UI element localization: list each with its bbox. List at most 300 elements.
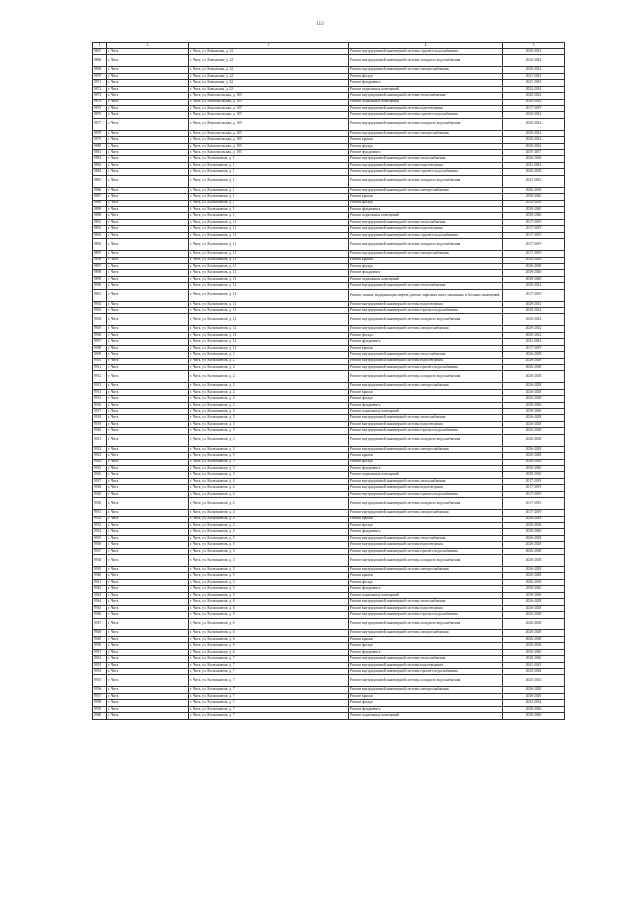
period-cell: 2026-2028	[503, 542, 565, 548]
address-cell: г. Чита, ул. Космонавтов, д. 2	[189, 396, 349, 402]
municipality-cell: г. Чита	[107, 105, 189, 111]
period-cell: 2026-2028	[503, 371, 565, 383]
address-cell: г. Чита, ул. Космонавтов, д. 6	[189, 599, 349, 605]
address-cell: г. Чита, ул. Космонавтов, д. 3	[189, 434, 349, 446]
address-cell: г. Чита, ул. Комсомольская, д. 105	[189, 105, 349, 111]
work-type-cell: Ремонт внутридомовой инженерной системы теплоснабжения	[349, 219, 503, 225]
address-cell: г. Чита, ул. Космонавтов, д. 6	[189, 649, 349, 655]
row-number-cell: 9915	[93, 396, 107, 402]
municipality-cell: г. Чита	[107, 206, 189, 212]
period-cell: 2017-2019	[503, 226, 565, 232]
work-type-cell: Ремонт внутридомовой инженерной системы электроснабжения	[349, 687, 503, 693]
period-cell: 2017-2019	[503, 510, 565, 516]
table-row	[93, 713, 565, 719]
row-number-cell: 9903	[93, 308, 107, 314]
period-cell: 2032-2034	[503, 86, 565, 92]
table-row	[93, 618, 565, 630]
address-cell: г. Чита, ул. Космонавтов, д. 7	[189, 700, 349, 706]
address-cell: г. Чита, ул. Космонавтов, д. 1	[189, 187, 349, 193]
address-cell: г. Чита, ул. Космонавтов, д. 12	[189, 345, 349, 351]
work-type-cell: Ремонт крыши	[349, 573, 503, 579]
municipality-cell: г. Чита	[107, 226, 189, 232]
row-number-cell: 9899	[93, 276, 107, 282]
row-number-cell: 9941	[93, 579, 107, 585]
address-cell: г. Чита, ул. Космонавтов, д. 7	[189, 713, 349, 719]
municipality-cell: г. Чита	[107, 194, 189, 200]
period-cell: 2020-2022	[503, 308, 565, 314]
municipality-cell: г. Чита	[107, 143, 189, 149]
address-cell: г. Чита, ул. Космонавтов, д. 4	[189, 498, 349, 510]
period-cell: 2026-2028	[503, 187, 565, 193]
address-cell: г. Чита, ул. Космонавтов, д. 12	[189, 283, 349, 289]
row-number-cell: 9872	[93, 86, 107, 92]
period-cell: 2041-2043	[503, 339, 565, 345]
municipality-cell: г. Чита	[107, 345, 189, 351]
work-type-cell: Ремонт крыши	[349, 389, 503, 395]
row-number-cell: 9887	[93, 194, 107, 200]
period-cell: 2026-2028	[503, 555, 565, 567]
work-type-cell: Ремонт фасада	[349, 73, 503, 79]
period-cell: 2017-2019	[503, 105, 565, 111]
address-cell: г. Чита, ул. Космонавтов, д. 11	[189, 257, 349, 263]
row-number-cell: 9891	[93, 219, 107, 225]
work-type-cell: Ремонт внутридомовой инженерной системы горячего водоснабжения	[349, 364, 503, 370]
work-type-cell: Ремонт подвальных помещений	[349, 713, 503, 719]
work-type-cell: Ремонт внутридомовой инженерной системы горячего водоснабжения	[349, 491, 503, 497]
period-cell: 2029-2031	[503, 301, 565, 307]
row-number-cell: 9931	[93, 510, 107, 516]
work-type-cell: Ремонт внутридомовой инженерной системы горячего водоснабжения	[349, 308, 503, 314]
work-type-cell: Ремонт внутридомовой инженерной системы теплоснабжения	[349, 535, 503, 541]
row-number-cell: 9894	[93, 239, 107, 251]
row-number-cell: 9952	[93, 656, 107, 662]
period-cell: 2026-2028	[503, 257, 565, 263]
work-type-cell: Ремонт внутридомовой инженерной системы водоотведения	[349, 542, 503, 548]
period-cell: 2026-2028	[503, 522, 565, 528]
column-header: 1	[93, 43, 107, 49]
table-row	[93, 289, 565, 301]
row-number-cell: 9918	[93, 415, 107, 421]
address-cell: г. Чита, ул. Космонавтов, д. 5	[189, 573, 349, 579]
row-number-cell: 9923	[93, 453, 107, 459]
row-number-cell: 9928	[93, 485, 107, 491]
period-cell: 2026-2028	[503, 453, 565, 459]
work-type-cell: Ремонт внутридомовой инженерной системы водоотведения	[349, 358, 503, 364]
municipality-cell: г. Чита	[107, 415, 189, 421]
period-cell: 2020-2022	[503, 49, 565, 55]
row-number-cell: 9914	[93, 389, 107, 395]
municipality-cell: г. Чита	[107, 339, 189, 345]
period-cell: 2026-2028	[503, 352, 565, 358]
address-cell: г. Чита, ул. Космонавтов, д. 3	[189, 428, 349, 434]
row-number-cell: 9885	[93, 175, 107, 187]
period-cell: 2026-2028	[503, 636, 565, 642]
work-type-cell: Ремонт внутридомовой инженерной системы водоотведения	[349, 301, 503, 307]
work-type-cell: Ремонт подвальных помещений	[349, 213, 503, 219]
row-number-cell: 9942	[93, 586, 107, 592]
period-cell: 2020-2022	[503, 314, 565, 326]
municipality-cell: г. Чита	[107, 73, 189, 79]
period-cell: 2026-2028	[503, 630, 565, 636]
municipality-cell: г. Чита	[107, 383, 189, 389]
row-number-cell: 9937	[93, 548, 107, 554]
address-cell: г. Чита, ул. Космонавтов, д. 4	[189, 522, 349, 528]
work-type-cell: Ремонт внутридомовой инженерной системы горячего водоснабжения	[349, 112, 503, 118]
municipality-cell: г. Чита	[107, 162, 189, 168]
row-number-cell: 9951	[93, 649, 107, 655]
period-cell: 2017-2019	[503, 251, 565, 257]
address-cell: г. Чита, ул. Космонавтов, д. 7	[189, 662, 349, 668]
address-cell: г. Чита, ул. Космонавтов, д. 12	[189, 332, 349, 338]
period-cell: 2038-2040	[503, 713, 565, 719]
municipality-cell: г. Чита	[107, 263, 189, 269]
address-cell: г. Чита, ул. Космонавтов, д. 6	[189, 618, 349, 630]
period-cell: 2020-2022	[503, 93, 565, 99]
table-row	[93, 371, 565, 383]
municipality-cell: г. Чита	[107, 618, 189, 630]
municipality-cell: г. Чита	[107, 396, 189, 402]
capital-repair-table	[92, 42, 565, 720]
municipality-cell: г. Чита	[107, 662, 189, 668]
row-number-cell: 9959	[93, 706, 107, 712]
address-cell: г. Чита, ул. Космонавтов, д. 11	[189, 219, 349, 225]
work-type-cell: Ремонт фундамента	[349, 706, 503, 712]
period-cell: 2026-2028	[503, 599, 565, 605]
row-number-cell: 9922	[93, 446, 107, 452]
address-cell: г. Чита, ул. Космонавтов, д. 2	[189, 402, 349, 408]
work-type-cell: Ремонт крыши	[349, 194, 503, 200]
address-cell: г. Чита, ул. Ковыльная, д. 22	[189, 80, 349, 86]
address-cell: г. Чита, ул. Космонавтов, д. 6	[189, 636, 349, 642]
municipality-cell: г. Чита	[107, 150, 189, 156]
address-cell: г. Чита, ул. Космонавтов, д. 3	[189, 415, 349, 421]
period-cell: 2021-2022	[503, 73, 565, 79]
row-number-cell: 9890	[93, 213, 107, 219]
work-type-cell: Ремонт внутридомовой инженерной системы электроснабжения	[349, 630, 503, 636]
period-cell: 2017-2019	[503, 485, 565, 491]
column-header: 4	[349, 43, 503, 49]
address-cell: г. Чита, ул. Ковыльная, д. 22	[189, 73, 349, 79]
municipality-cell: г. Чита	[107, 99, 189, 105]
municipality-cell: г. Чита	[107, 112, 189, 118]
address-cell: г. Чита, ул. Космонавтов, д. 2	[189, 358, 349, 364]
address-cell: г. Чита, ул. Комсомольская, д. 105	[189, 130, 349, 136]
period-cell: 2020-2022	[503, 118, 565, 130]
period-cell: 2026-2028	[503, 573, 565, 579]
work-type-cell: Ремонт внутридомовой инженерной системы электроснабжения	[349, 326, 503, 332]
address-cell: г. Чита, ул. Космонавтов, д. 1	[189, 162, 349, 168]
work-type-cell: Ремонт внутридомовой инженерной системы теплоснабжения	[349, 478, 503, 484]
period-cell: 2038-2040	[503, 706, 565, 712]
municipality-cell: г. Чита	[107, 687, 189, 693]
address-cell: г. Чита, ул. Космонавтов, д. 3	[189, 421, 349, 427]
period-cell: 2038-2040	[503, 276, 565, 282]
period-cell: 2026-2028	[503, 396, 565, 402]
municipality-cell: г. Чита	[107, 67, 189, 73]
municipality-cell: г. Чита	[107, 491, 189, 497]
row-number-cell: 9867	[93, 49, 107, 55]
address-cell: г. Чита, ул. Космонавтов, д. 12	[189, 301, 349, 307]
row-number-cell: 9909	[93, 352, 107, 358]
address-cell: г. Чита, ул. Ковыльная, д. 22	[189, 67, 349, 73]
row-number-cell: 9902	[93, 301, 107, 307]
work-type-cell: Ремонт крыши	[349, 693, 503, 699]
municipality-cell: г. Чита	[107, 409, 189, 415]
period-cell: 2038-2040	[503, 409, 565, 415]
municipality-cell: г. Чита	[107, 358, 189, 364]
period-cell: 2020-2022	[503, 67, 565, 73]
period-cell: 2038-2040	[503, 472, 565, 478]
row-number-cell: 9934	[93, 529, 107, 535]
row-number-cell: 9874	[93, 99, 107, 105]
row-number-cell: 9875	[93, 105, 107, 111]
period-cell: 2041-2043	[503, 662, 565, 668]
work-type-cell: Ремонт внутридомовой инженерной системы теплоснабжения	[349, 156, 503, 162]
address-cell: г. Чита, ул. Космонавтов, д. 7	[189, 693, 349, 699]
municipality-cell: г. Чита	[107, 86, 189, 92]
municipality-cell: г. Чита	[107, 130, 189, 136]
row-number-cell: 9910	[93, 358, 107, 364]
work-type-cell: Ремонт внутридомовой инженерной системы холодного водоснабжения	[349, 434, 503, 446]
address-cell: г. Чита, ул. Космонавтов, д. 2	[189, 364, 349, 370]
municipality-cell: г. Чита	[107, 643, 189, 649]
row-number-cell: 9953	[93, 662, 107, 668]
municipality-cell: г. Чита	[107, 187, 189, 193]
address-cell: г. Чита, ул. Космонавтов, д. 11	[189, 239, 349, 251]
municipality-cell: г. Чита	[107, 522, 189, 528]
row-number-cell: 9871	[93, 80, 107, 86]
municipality-cell: г. Чита	[107, 55, 189, 67]
period-cell: 2017-2019	[503, 491, 565, 497]
address-cell: г. Чита, ул. Космонавтов, д. 4	[189, 485, 349, 491]
row-number-cell: 9956	[93, 687, 107, 693]
address-cell: г. Чита, ул. Космонавтов, д. 5	[189, 586, 349, 592]
work-type-cell: Ремонт фундамента	[349, 206, 503, 212]
period-cell: 2038-2040	[503, 656, 565, 662]
row-number-cell: 9911	[93, 364, 107, 370]
period-cell: 2026-2028	[503, 156, 565, 162]
work-type-cell: Ремонт внутридомовой инженерной системы электроснабжения	[349, 187, 503, 193]
row-number-cell: 9935	[93, 535, 107, 541]
address-cell: г. Чита, ул. Космонавтов, д. 6	[189, 630, 349, 636]
address-cell: г. Чита, ул. Космонавтов, д. 1	[189, 213, 349, 219]
municipality-cell: г. Чита	[107, 573, 189, 579]
municipality-cell: г. Чита	[107, 175, 189, 187]
period-cell: 2026-2028	[503, 459, 565, 465]
period-cell: 2038-2040	[503, 402, 565, 408]
column-header: 2	[107, 43, 189, 49]
address-cell: г. Чита, ул. Космонавтов, д. 12	[189, 326, 349, 332]
municipality-cell: г. Чита	[107, 93, 189, 99]
work-type-cell: Ремонт фундамента	[349, 466, 503, 472]
row-number-cell: 9892	[93, 226, 107, 232]
municipality-cell: г. Чита	[107, 428, 189, 434]
municipality-cell: г. Чита	[107, 548, 189, 554]
address-cell: г. Чита, ул. Комсомольская, д. 105	[189, 112, 349, 118]
municipality-cell: г. Чита	[107, 579, 189, 585]
address-cell: г. Чита, ул. Комсомольская, д. 105	[189, 150, 349, 156]
table-row	[93, 675, 565, 687]
municipality-cell: г. Чита	[107, 371, 189, 383]
row-number-cell: 9936	[93, 542, 107, 548]
municipality-cell: г. Чита	[107, 599, 189, 605]
row-number-cell: 9960	[93, 713, 107, 719]
address-cell: г. Чита, ул. Космонавтов, д. 3	[189, 459, 349, 465]
work-type-cell: Ремонт фундамента	[349, 402, 503, 408]
row-number-cell: 9924	[93, 459, 107, 465]
address-cell: г. Чита, ул. Космонавтов, д. 5	[189, 579, 349, 585]
work-type-cell: Ремонт фасада	[349, 200, 503, 206]
row-number-cell: 9954	[93, 669, 107, 675]
period-cell: 2020-2022	[503, 99, 565, 105]
work-type-cell: Ремонт внутридомовой инженерной системы электроснабжения	[349, 567, 503, 573]
period-cell: 2017-2019	[503, 239, 565, 251]
row-number-cell: 9889	[93, 206, 107, 212]
work-type-cell: Ремонт крыши	[349, 636, 503, 642]
work-type-cell: Ремонт внутридомовой инженерной системы водоотведения	[349, 105, 503, 111]
address-cell: г. Чита, ул. Космонавтов, д. 2	[189, 389, 349, 395]
period-cell: 2026-2028	[503, 548, 565, 554]
period-cell: 2038-2040	[503, 206, 565, 212]
row-number-cell: 9930	[93, 498, 107, 510]
address-cell: г. Чита, ул. Комсомольская, д. 105	[189, 137, 349, 143]
work-type-cell: Ремонт фундамента	[349, 150, 503, 156]
period-cell: 2026-2028	[503, 263, 565, 269]
period-cell: 2038-2040	[503, 213, 565, 219]
work-type-cell: Ремонт фасада	[349, 700, 503, 706]
period-cell: 2032-2034	[503, 200, 565, 206]
address-cell: г. Чита, ул. Космонавтов, д. 3	[189, 446, 349, 452]
period-cell: 2017-2019	[503, 219, 565, 225]
period-cell: 2023-2025	[503, 175, 565, 187]
municipality-cell: г. Чита	[107, 251, 189, 257]
period-cell: 2026-2028	[503, 612, 565, 618]
period-cell: 2020-2022	[503, 130, 565, 136]
municipality-cell: г. Чита	[107, 592, 189, 598]
row-number-cell: 9907	[93, 339, 107, 345]
period-cell: 2026-2028	[503, 169, 565, 175]
municipality-cell: г. Чита	[107, 466, 189, 472]
row-number-cell: 9927	[93, 478, 107, 484]
work-type-cell: Ремонт фундамента	[349, 339, 503, 345]
work-type-cell: Ремонт внутридомовой инженерной системы холодного водоснабжения	[349, 555, 503, 567]
municipality-cell: г. Чита	[107, 529, 189, 535]
municipality-cell: г. Чита	[107, 535, 189, 541]
address-cell: г. Чита, ул. Комсомольская, д. 105	[189, 143, 349, 149]
municipality-cell: г. Чита	[107, 270, 189, 276]
address-cell: г. Чита, ул. Космонавтов, д. 12	[189, 339, 349, 345]
municipality-cell: г. Чита	[107, 700, 189, 706]
period-cell: 2041-2043	[503, 80, 565, 86]
row-number-cell: 9883	[93, 162, 107, 168]
work-type-cell: Ремонт крыши	[349, 345, 503, 351]
address-cell: г. Чита, ул. Космонавтов, д. 7	[189, 669, 349, 675]
work-type-cell: Ремонт внутридомовой инженерной системы электроснабжения	[349, 510, 503, 516]
municipality-cell: г. Чита	[107, 675, 189, 687]
municipality-cell: г. Чита	[107, 516, 189, 522]
address-cell: г. Чита, ул. Космонавтов, д. 12	[189, 289, 349, 301]
municipality-cell: г. Чита	[107, 472, 189, 478]
period-cell: 2026-2028	[503, 618, 565, 630]
municipality-cell: г. Чита	[107, 276, 189, 282]
row-number-cell: 9925	[93, 466, 107, 472]
period-cell: 2017-2019	[503, 345, 565, 351]
municipality-cell: г. Чита	[107, 308, 189, 314]
period-cell: 2026-2028	[503, 389, 565, 395]
work-type-cell: Ремонт крыши	[349, 257, 503, 263]
row-number-cell: 9948	[93, 630, 107, 636]
address-cell: г. Чита, ул. Космонавтов, д. 1	[189, 206, 349, 212]
work-type-cell: Ремонт фундамента	[349, 586, 503, 592]
period-cell: 2026-2028	[503, 428, 565, 434]
period-cell: 2026-2028	[503, 383, 565, 389]
work-type-cell: Ремонт фасада	[349, 522, 503, 528]
work-type-cell: Ремонт внутридомовой инженерной системы горячего водоснабжения	[349, 49, 503, 55]
work-type-cell: Ремонт крыши	[349, 137, 503, 143]
municipality-cell: г. Чита	[107, 219, 189, 225]
work-type-cell: Ремонт внутридомовой инженерной системы холодного водоснабжения	[349, 371, 503, 383]
row-number-cell: 9947	[93, 618, 107, 630]
address-cell: г. Чита, ул. Ковыльная, д. 22	[189, 86, 349, 92]
municipality-cell: г. Чита	[107, 498, 189, 510]
municipality-cell: г. Чита	[107, 586, 189, 592]
period-cell: 2026-2028	[503, 446, 565, 452]
address-cell: г. Чита, ул. Комсомольская, д. 105	[189, 118, 349, 130]
work-type-cell: Ремонт внутридомовой инженерной системы горячего водоснабжения	[349, 669, 503, 675]
work-type-cell: Ремонт, замена, модернизация лифтов, ремонт лифтовых шахт, машинных и блочных помещений	[349, 289, 503, 301]
row-number-cell: 9905	[93, 326, 107, 332]
municipality-cell: г. Чита	[107, 542, 189, 548]
address-cell: г. Чита, ул. Космонавтов, д. 7	[189, 687, 349, 693]
period-cell: 2026-2028	[503, 605, 565, 611]
row-number-cell: 9897	[93, 263, 107, 269]
row-number-cell: 9929	[93, 491, 107, 497]
address-cell: г. Чита, ул. Космонавтов, д. 4	[189, 529, 349, 535]
municipality-cell: г. Чита	[107, 567, 189, 573]
row-number-cell: 9950	[93, 643, 107, 649]
municipality-cell: г. Чита	[107, 156, 189, 162]
period-cell: 2035-2037	[503, 150, 565, 156]
row-number-cell: 9940	[93, 573, 107, 579]
table-row	[93, 239, 565, 251]
row-number-cell: 9886	[93, 187, 107, 193]
municipality-cell: г. Чита	[107, 213, 189, 219]
period-cell: 2041-2043	[503, 162, 565, 168]
row-number-cell: 9901	[93, 289, 107, 301]
table-row	[93, 175, 565, 187]
work-type-cell: Ремонт внутридомовой инженерной системы холодного водоснабжения	[349, 239, 503, 251]
address-cell: г. Чита, ул. Космонавтов, д. 6	[189, 612, 349, 618]
address-cell: г. Чита, ул. Ковыльная, д. 22	[189, 49, 349, 55]
municipality-cell: г. Чита	[107, 706, 189, 712]
period-cell: 2038-2040	[503, 194, 565, 200]
work-type-cell: Ремонт фундамента	[349, 529, 503, 535]
municipality-cell: г. Чита	[107, 669, 189, 675]
municipality-cell: г. Чита	[107, 649, 189, 655]
work-type-cell: Ремонт внутридомовой инженерной системы теплоснабжения	[349, 352, 503, 358]
table-row	[93, 434, 565, 446]
address-cell: г. Чита, ул. Космонавтов, д. 4	[189, 478, 349, 484]
row-number-cell: 9933	[93, 522, 107, 528]
period-cell: 2023-2025	[503, 675, 565, 687]
period-cell: 2026-2028	[503, 643, 565, 649]
period-cell: 2038-2040	[503, 693, 565, 699]
work-type-cell: Ремонт внутридомовой инженерной системы электроснабжения	[349, 446, 503, 452]
period-cell: 2026-2028	[503, 434, 565, 446]
row-number-cell: 9938	[93, 555, 107, 567]
municipality-cell: г. Чита	[107, 402, 189, 408]
row-number-cell: 9908	[93, 345, 107, 351]
